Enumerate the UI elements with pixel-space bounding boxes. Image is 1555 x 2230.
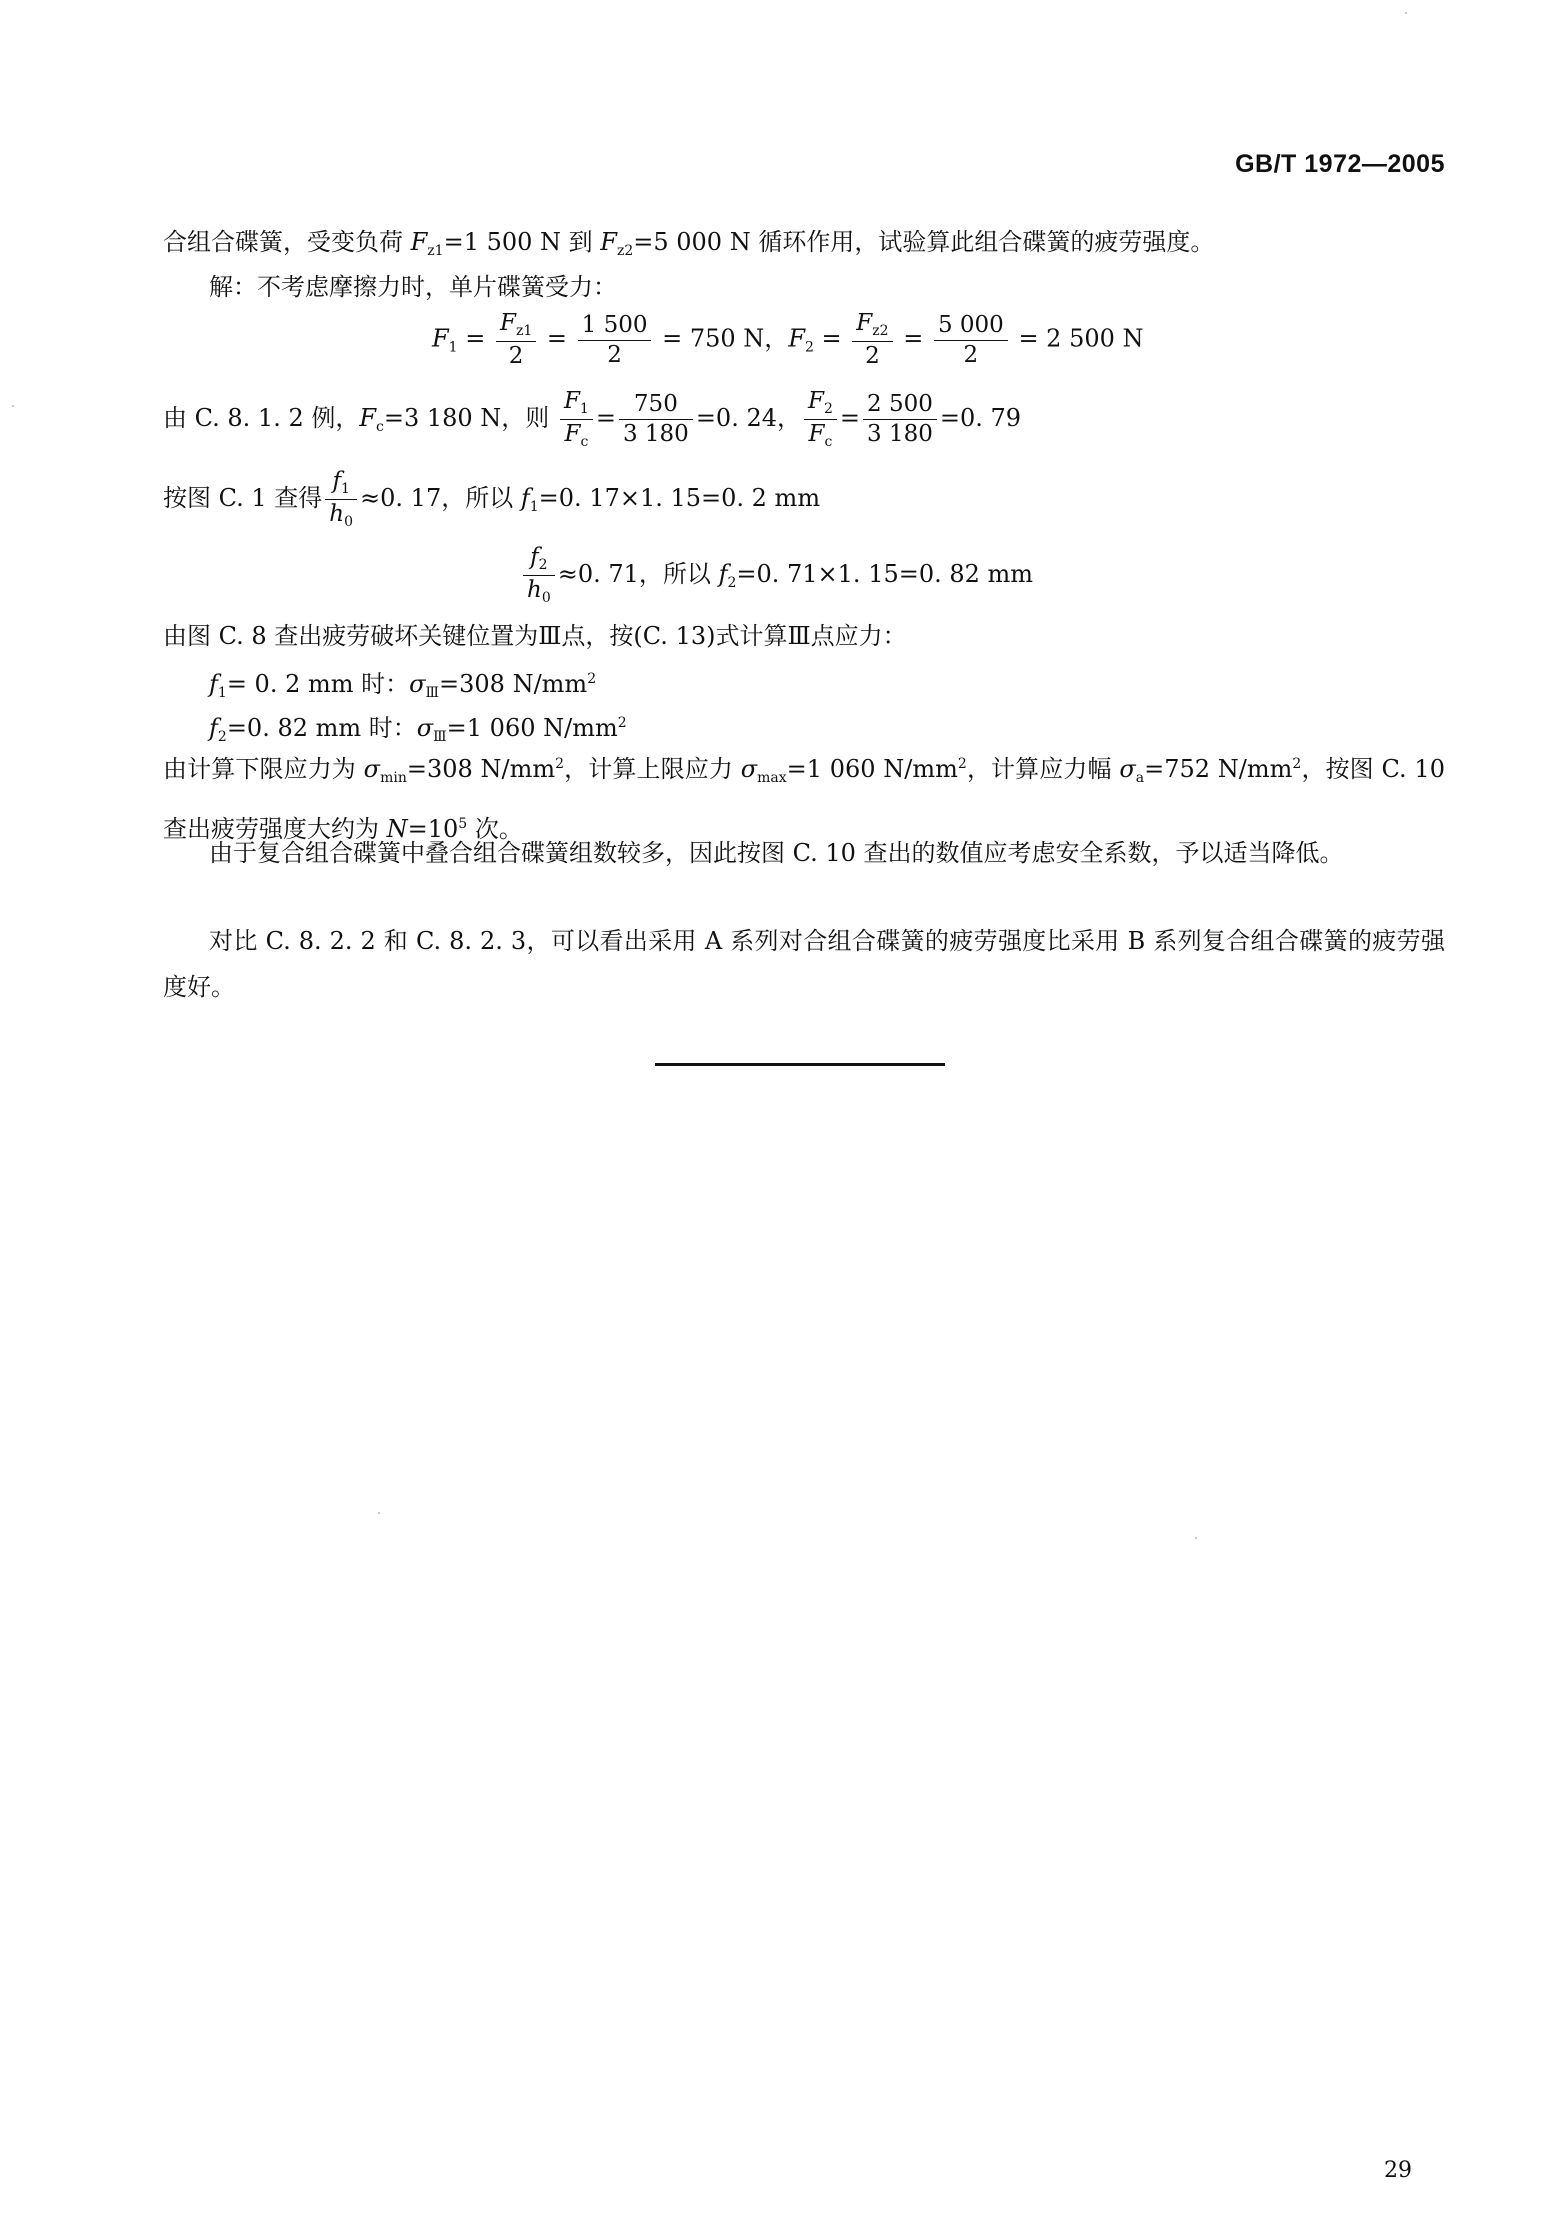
scan-speck <box>12 405 14 407</box>
deflection-line-1: 按图 C. 1 查得 $\frac{f_1}{h_0}$ ≈0. 17，所以 $f_1=0$. 17×1. 15=0. 2 mm <box>163 468 821 530</box>
fraction-fz1-over-2: $\frac{F_{z1}}{2}$ <box>496 312 536 368</box>
deflection-line-2: $\frac{f_2}{h_0}$ ≈0. 71，所以 $f_2=0$. 71×1. 15=0. 82 mm <box>520 546 1033 605</box>
critical-point-line: 由图 C. 8 查出疲劳破坏关键位置为Ⅲ点，按(C. 13)式计算Ⅲ点应力： <box>163 622 907 650</box>
scan-speck <box>1195 1537 1197 1539</box>
comparison-paragraph: 对比 C. 8. 2. 2 和 C. 8. 2. 3，可以看出采用 A 系列对合组合碟簧的疲劳强度比采用 B 系列复合组合碟簧的疲劳强度好。 <box>163 927 1445 1001</box>
fraction-f1-over-fc: $\frac{F_1}{F_c}$ <box>560 390 593 449</box>
safety-factor-paragraph: 由于复合组合碟簧中叠合组合碟簧组数较多，因此按图 C. 10 查出的数值应考虑安全系数，予以适当降低。 <box>209 839 1344 867</box>
fraction-2500-over-3180: $\frac{2 500}{3 180}$ <box>863 393 937 446</box>
fraction-1500-over-2: $\frac{1 500}{2}$ <box>578 314 652 367</box>
force-equation: $F_1$ = $\frac{F_{z1}}{2}$ = $\frac{1 500}{2}$ = 750 N，$F_2$ = $\frac{F_{z2}}{2}$ = $\frac{5 000}{2}$ = 2 500 N <box>432 310 1144 369</box>
end-of-section-rule <box>655 1063 945 1066</box>
ratio-line: 由 C. 8. 1. 2 例，$F_c=3$ 180 N，则 $\frac{F_1}{F_c}$ = $\frac{750}{3 180}$ =0. 24， $\frac{F_2}{F_c}$ = $\frac{2 500}{3 180}$ =0. 79 <box>163 388 1022 450</box>
solution-intro: 解：不考虑摩擦力时，单片碟簧受力： <box>209 273 617 301</box>
fraction-f2-over-fc: $\frac{F_2}{F_c}$ <box>804 390 837 449</box>
standard-code-header: GB/T 1972—2005 <box>1235 150 1445 178</box>
stress-line-1: $f_1= 0$. 2 mm 时：$\sigma_Ⅲ=308$ $N/mm^2$ <box>209 670 597 701</box>
page-number: 29 <box>1384 2158 1412 2183</box>
fraction-f1-over-h0: $\frac{f_1}{h_0}$ <box>325 470 357 529</box>
problem-statement-line: 合组合碟簧，受变负荷 $F_{z1}=1$ 500 N 到 $F_{z2}=5$ 000 N 循环作用，试验算此组合碟簧的疲劳强度。 <box>163 228 1215 259</box>
fatigue-result-paragraph: 由计算下限应力为 $\sigma_{min}=308$ $N/mm^2$，计算上限应力 $\sigma_{max}=1$ 060 $N/mm^2$，计算应力幅 $\sigma_a=752$ $N/mm^2$，按图 C. 10 查出疲劳强度大约为 $N=10^5$ 次。 <box>163 755 1445 843</box>
fraction-5000-over-2: $\frac{5 000}{2}$ <box>934 314 1008 367</box>
fraction-fz2-over-2: $\frac{F_{z2}}{2}$ <box>852 312 892 368</box>
fraction-750-over-3180: $\frac{750}{3 180}$ <box>619 393 693 446</box>
scan-speck <box>1405 12 1407 14</box>
scan-speck <box>378 1512 380 1514</box>
stress-line-2: $f_2=0$. 82 mm 时：$\sigma_Ⅲ=1$ 060 $N/mm^2$ <box>209 714 627 745</box>
fraction-f2-over-h0: $\frac{f_2}{h_0}$ <box>523 546 555 605</box>
